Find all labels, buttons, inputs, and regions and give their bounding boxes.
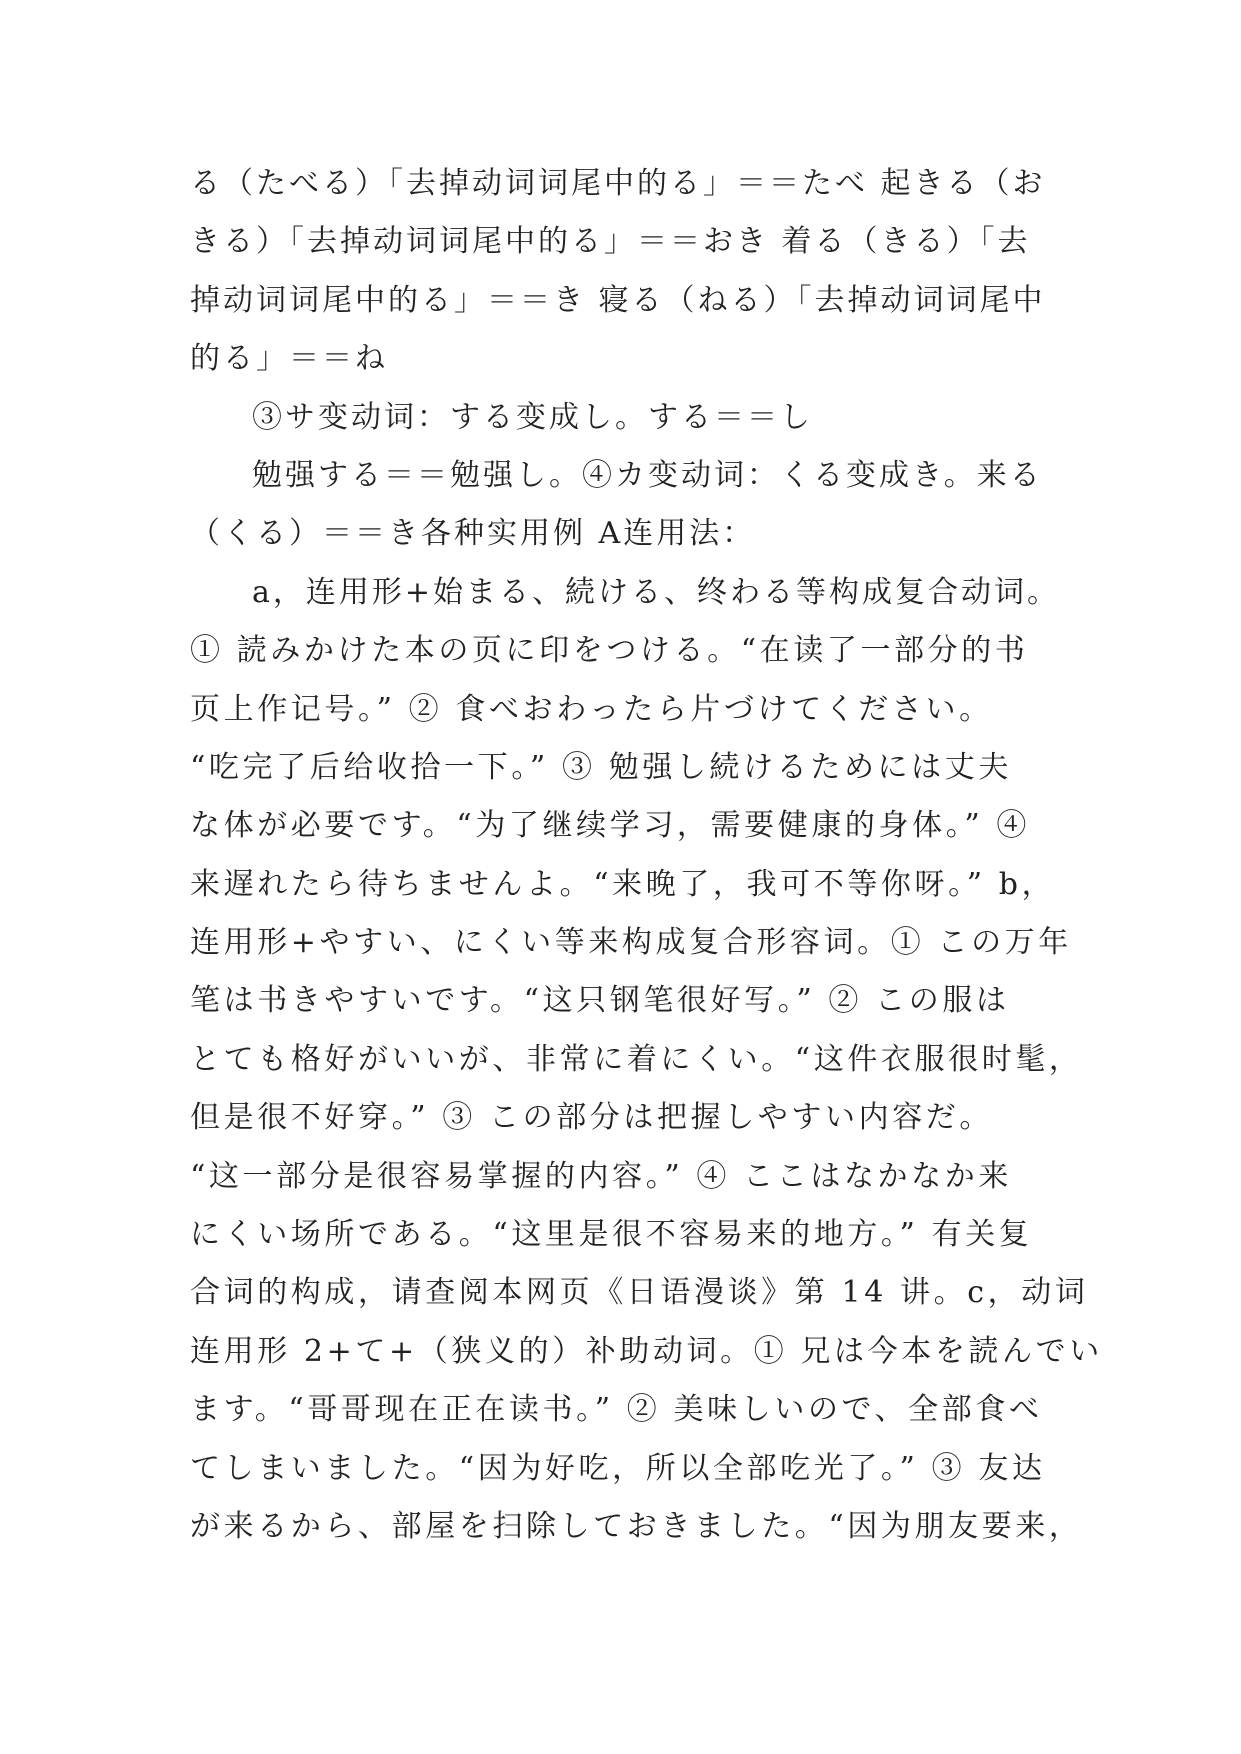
text-line: ます。“哥哥现在正在读书。” ② 美味しいので、全部食べ [190,1392,1043,1428]
text-line: 笔は书きやすいです。“这只钢笔很好写。” ② この服は [190,983,1010,1019]
text-line: ③サ变动词：する变成し。する＝＝し [252,399,813,435]
text-line: 掉动词词尾中的る」＝＝き 寝る（ねる）「去掉动词词尾中 [190,282,1046,318]
document-body [190,155,1103,1556]
text-line: “这一部分是很容易掌握的内容。” ④ ここはなかなか来 [190,1158,1012,1194]
text-line: とても格好がいいが、非常に着にくい。“这件衣服很时髦， [190,1041,1083,1077]
text-line: （くる）＝＝き各种实用例 A连用法： [190,516,756,552]
text-line: 合词的构成，请查阅本网页《日语漫谈》第 14 讲。c，动词 [190,1275,1089,1311]
text-line: 来遅れたら待ちませんよ。“来晚了，我可不等你呀。” b， [190,866,1056,902]
text-line: a，连用形+始まる、続ける、终わる等构成复合动词。 [252,574,1061,610]
text-line: 连用形+やすい、にくい等来构成复合形容词。① この万年 [190,925,1072,961]
text-line: が来るから、部屋を扫除しておきました。“因为朋友要来， [190,1508,1083,1544]
text-line: てしまいました。“因为好吃，所以全部吃光了。” ③ 友达 [190,1450,1046,1486]
text-line: きる）「去掉动词词尾中的る」＝＝おき 着る（きる）「去 [190,224,1031,260]
text-line: る（たべる）「去掉动词词尾中的る」＝＝たべ 起きる（お [190,166,1046,201]
text-line: にくい场所である。“这里是很不容易来的地方。” 有关复 [190,1217,1033,1253]
text-line: 的る」＝＝ね [190,341,388,377]
text-line: 页上作记号。” ② 食べおわったら片づけてください。 [190,691,993,727]
text-line: ① 読みかけた本の页に印をつける。“在读了一部分的书 [190,633,1029,669]
text-line: な体が必要です。“为了继续学习，需要健康的身体。” ④ [190,808,1031,844]
text-line: 勉强する＝＝勉强し。④カ变动词：くる变成き。来る [252,457,1043,493]
text-line: 连用形 2+て+（狭义的）补助动词。① 兄は今本を読んでい [190,1333,1103,1369]
text-line: 但是很不好穿。” ③ この部分は把握しやすい内容だ。 [190,1100,994,1136]
text-line: “吃完了后给收拾一下。” ③ 勉强し続けるためには丈夫 [190,749,1012,785]
